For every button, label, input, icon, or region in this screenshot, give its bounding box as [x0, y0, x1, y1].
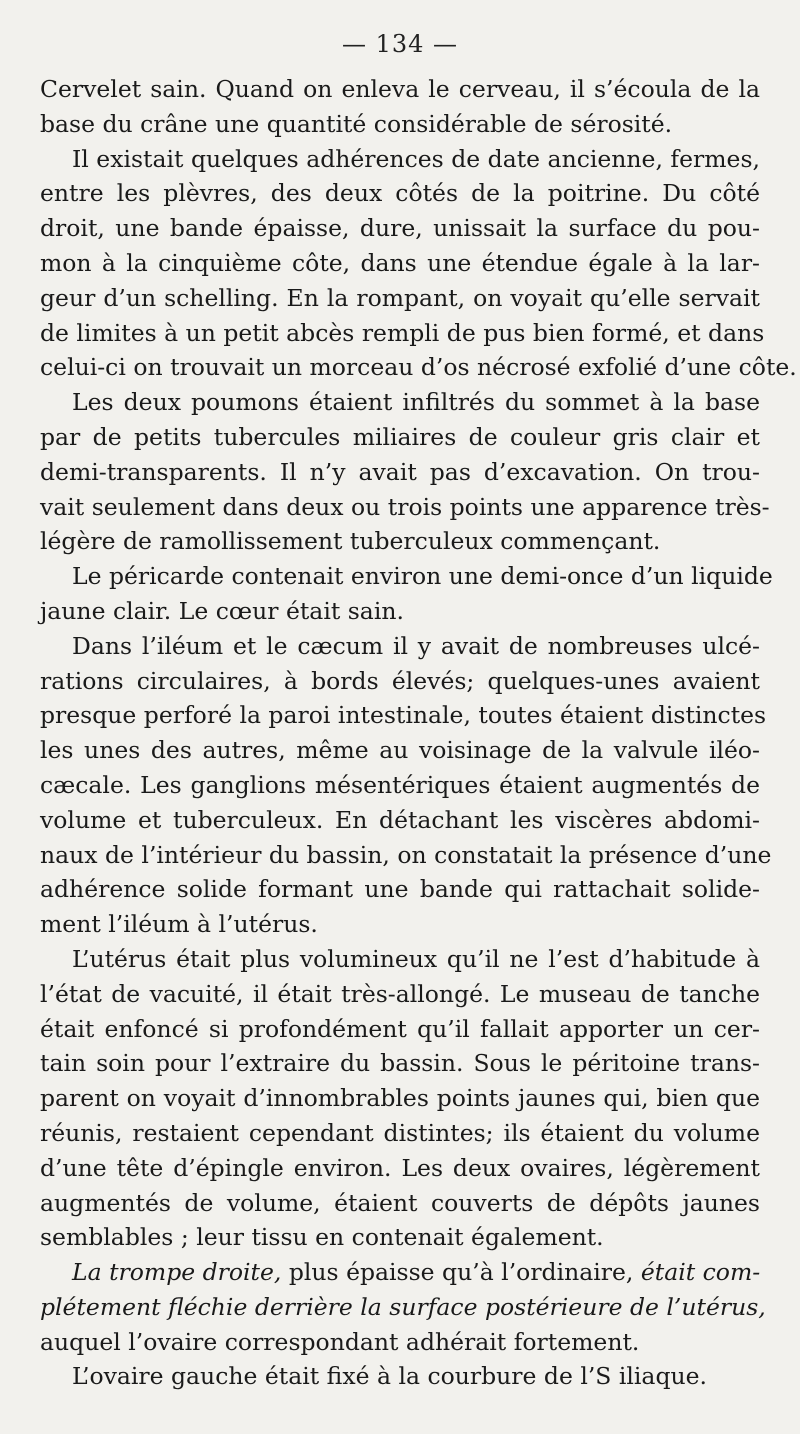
text-line: Les deux poumons étaient infiltrés du sommet à la base	[72, 388, 760, 417]
text-line: augmentés de volume, étaient couverts de dépôts jaunes	[40, 1188, 760, 1217]
text-line: Le péricarde contenait environ une demi-once d’un liquide	[72, 562, 773, 591]
text-line: réunis, restaient cependant distintes; ils étaient du volume	[40, 1118, 760, 1147]
paragraph	[40, 385, 770, 559]
text-line: cæcale. Les ganglions mésentériques étaient augmentés de	[40, 770, 760, 799]
paragraph	[40, 142, 797, 386]
text-line: celui-ci on trouvait un morceau d’os nécrosé exfolié d’une côte.	[40, 353, 797, 382]
italic-phrase: La trompe droite,	[72, 1258, 282, 1287]
text-line: droit, une bande épaisse, dure, unissait la surface du pou-	[40, 214, 760, 243]
text-line: parent on voyait d’innombrables points jaunes qui, bien que	[40, 1084, 760, 1113]
text-line: d’une tête d’épingle environ. Les deux ovaires, légèrement	[40, 1153, 760, 1182]
text-line: L’utérus était plus volumineux qu’il ne l’est d’habitude à	[72, 944, 760, 973]
text-line: auquel l’ovaire correspondant adhérait fortement.	[40, 1327, 640, 1356]
text-line: vait seulement dans deux ou trois points une apparence très-	[40, 492, 770, 521]
text-line: adhérence solide formant une bande qui rattachait solide-	[40, 875, 760, 904]
text-line: les unes des autres, même au voisinage de la valvule iléo-	[40, 736, 760, 765]
text-line: volume et tuberculeux. En détachant les viscères abdomi-	[40, 805, 760, 834]
page-number: — 134 —	[341, 30, 459, 58]
text-line: légère de ramollissement tuberculeux commençant.	[40, 527, 661, 556]
paragraph	[40, 629, 772, 942]
paragraph	[40, 1255, 766, 1359]
text-line: ment l’iléum à l’utérus.	[40, 910, 318, 939]
paragraph	[40, 942, 760, 1255]
italic-phrase: était com-	[640, 1258, 761, 1287]
text-line: Dans l’iléum et le cæcum il y avait de nombreuses ulcé-	[72, 631, 760, 660]
text-line: Il existait quelques adhérences de date ancienne, fermes,	[72, 144, 760, 173]
text-line: semblables ; leur tissu en contenait également.	[40, 1223, 604, 1252]
text-line: base du crâne une quantité considérable de sérosité.	[40, 109, 673, 138]
text-line: geur d’un schelling. En la rompant, on voyait qu’elle servait	[40, 283, 760, 312]
roman-phrase: plus épaisse qu’à l’ordinaire,	[281, 1258, 641, 1287]
text-line: L’ovaire gauche était fixé à la courbure de l’S iliaque.	[72, 1362, 707, 1391]
text-line: entre les plèvres, des deux côtés de la poitrine. Du côté	[40, 179, 760, 208]
paragraph	[40, 1359, 760, 1394]
text-line: jaune clair. Le cœur était sain.	[40, 596, 404, 625]
paragraph	[40, 559, 773, 629]
text-line: presque perforé la paroi intestinale, toutes étaient distinctes	[40, 701, 767, 730]
text-line: naux de l’intérieur du bassin, on constatait la présence d’une	[40, 840, 772, 869]
text-line: mon à la cinquième côte, dans une étendue égale à la lar-	[40, 248, 760, 277]
text-line: tain soin pour l’extraire du bassin. Sous le péritoine trans-	[40, 1049, 760, 1078]
text-line	[40, 1255, 760, 1290]
text-line: Cervelet sain. Quand on enleva le cerveau, il s’écoula de la	[40, 75, 760, 103]
body-text	[40, 72, 797, 1394]
text-line: par de petits tubercules miliaires de couleur gris clair et	[40, 422, 760, 451]
text-line: plétement fléchie derrière la surface postérieure de l’utérus,	[40, 1292, 766, 1321]
text-line: demi-transparents. Il n’y avait pas d’excavation. On trou-	[40, 457, 760, 486]
text-line: de limites à un petit abcès rempli de pus bien formé, et dans	[40, 318, 765, 347]
paragraph	[40, 72, 760, 142]
text-line: l’état de vacuité, il était très-allongé. Le museau de tanche	[40, 979, 760, 1008]
text-line: rations circulaires, à bords élevés; quelques-unes avaient	[40, 666, 760, 695]
text-line: était enfoncé si profondément qu’il fallait apporter un cer-	[40, 1014, 760, 1043]
